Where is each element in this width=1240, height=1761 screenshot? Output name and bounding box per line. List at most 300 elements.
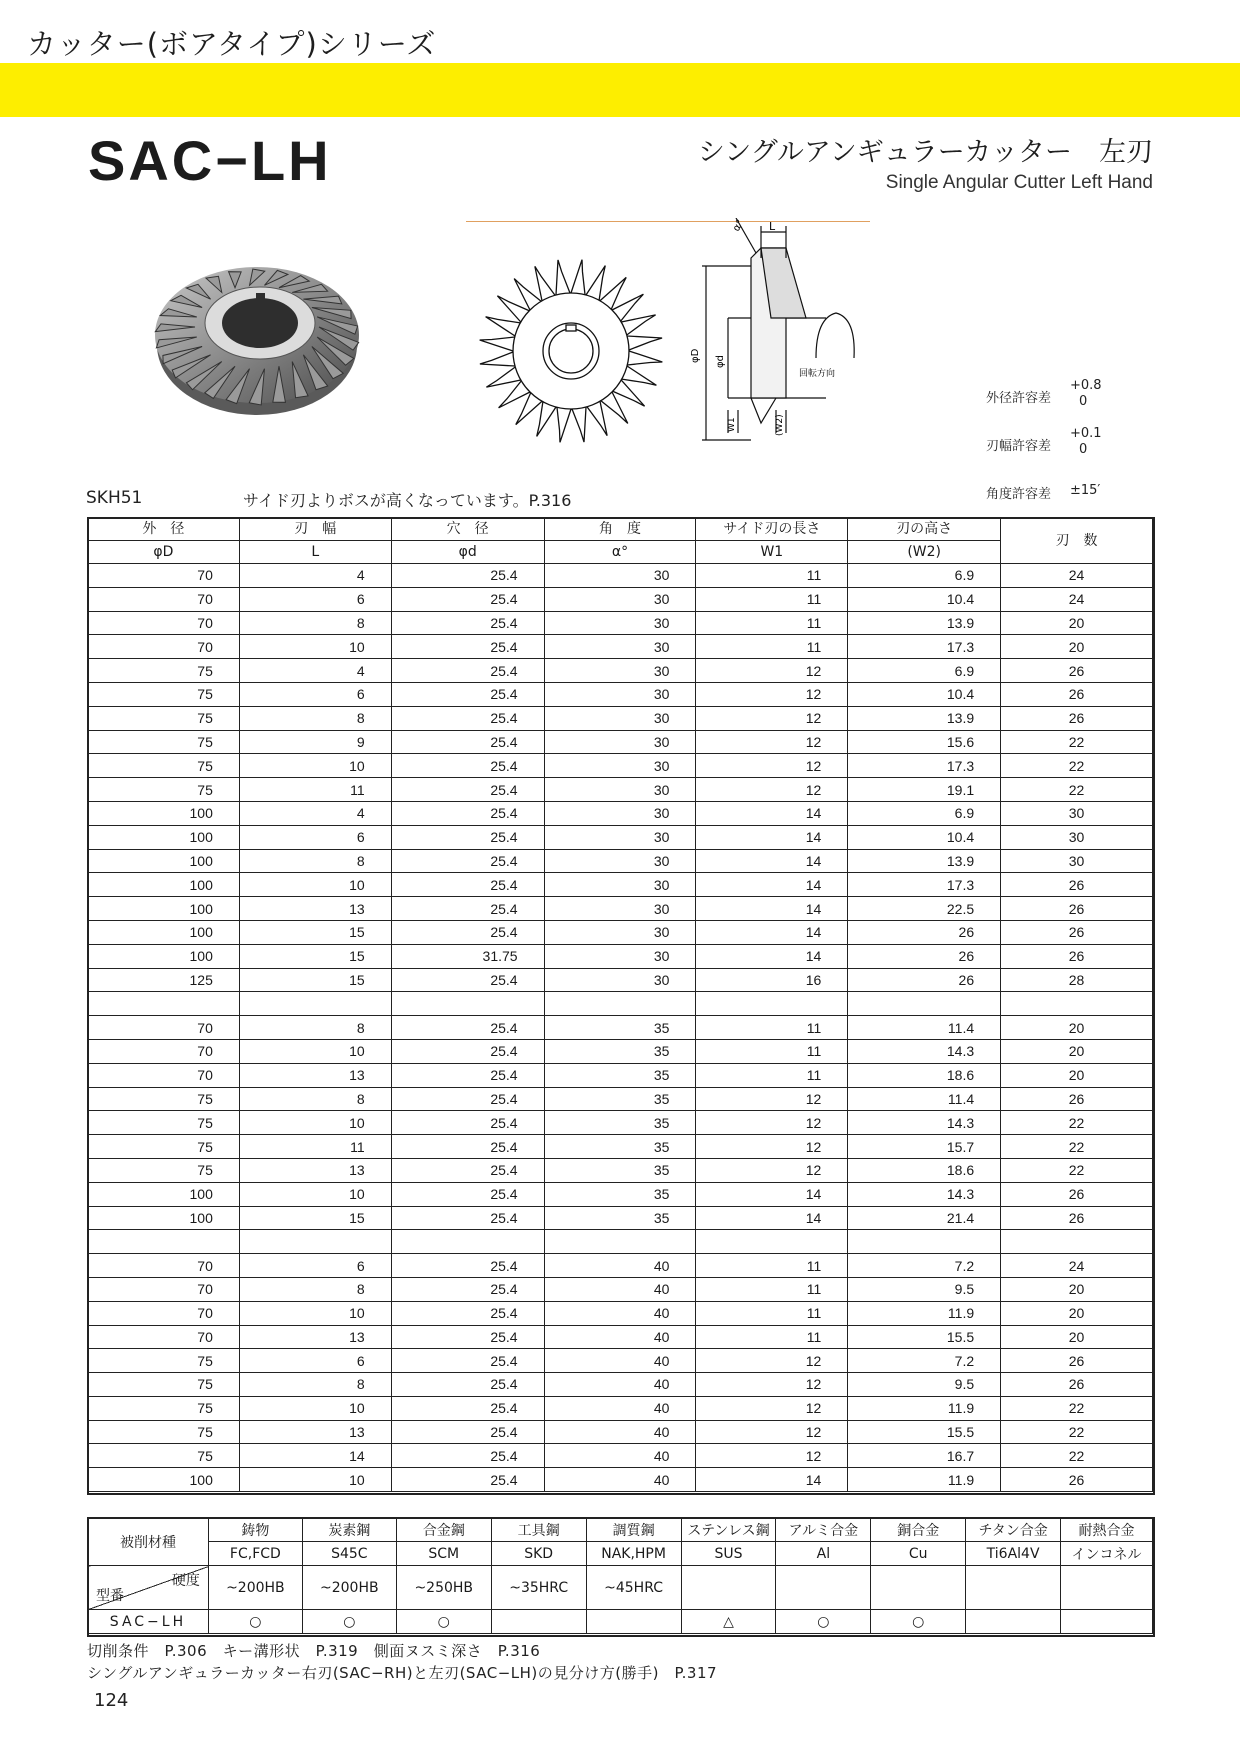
- material-name: 工具鋼: [491, 1518, 586, 1542]
- material-name: 炭素鋼: [302, 1518, 396, 1542]
- cell-teeth: [1001, 992, 1153, 1016]
- cell-blade-width: 8: [239, 706, 391, 730]
- cell-blade-height: 7.2: [848, 1349, 1001, 1373]
- cell-bore: 25.4: [391, 587, 544, 611]
- cell-teeth: 24: [1001, 587, 1153, 611]
- cell-bore: 25.4: [391, 1254, 544, 1278]
- table-row: [88, 849, 1153, 873]
- material-name: 耐熱合金: [1061, 1518, 1153, 1542]
- cell-teeth: 22: [1001, 754, 1153, 778]
- cell-teeth: 24: [1001, 564, 1153, 588]
- cell-teeth: 20: [1001, 1039, 1153, 1063]
- cell-outer-diameter: 100: [88, 801, 240, 825]
- table-row: [88, 564, 1153, 588]
- cell-blade-height: 11.4: [848, 1016, 1001, 1040]
- subheader-W2: (W2): [848, 541, 1001, 564]
- cell-angle: 40: [544, 1468, 696, 1492]
- cell-blade-height: 11.9: [848, 1301, 1001, 1325]
- cell-bore: 25.4: [391, 1016, 544, 1040]
- cell-angle: 30: [544, 920, 696, 944]
- cell-angle: 30: [544, 944, 696, 968]
- cell-side-blade-length: 14: [696, 801, 848, 825]
- cell-outer-diameter: 70: [88, 1301, 240, 1325]
- subheader-alpha: α°: [544, 541, 696, 564]
- material-name: 合金鋼: [396, 1518, 491, 1542]
- cell-angle: 35: [544, 1016, 696, 1040]
- cell-blade-height: 17.3: [848, 873, 1001, 897]
- table-row: [88, 1206, 1153, 1230]
- cell-side-blade-length: 11: [696, 1325, 848, 1349]
- material-code: FC,FCD: [208, 1542, 302, 1566]
- label-phiD: φD: [690, 348, 701, 363]
- table-row: [88, 1016, 1153, 1040]
- cell-side-blade-length: 14: [696, 1468, 848, 1492]
- cell-blade-height: 11.9: [848, 1396, 1001, 1420]
- cell-bore: 25.4: [391, 1396, 544, 1420]
- cell-outer-diameter: 75: [88, 1111, 240, 1135]
- cell-side-blade-length: 12: [696, 706, 848, 730]
- cell-bore: 25.4: [391, 1063, 544, 1087]
- cell-blade-width: 10: [239, 1039, 391, 1063]
- cell-blade-height: 13.9: [848, 849, 1001, 873]
- cell-outer-diameter: 70: [88, 564, 240, 588]
- cell-blade-height: 13.9: [848, 706, 1001, 730]
- cell-teeth: 26: [1001, 682, 1153, 706]
- cell-blade-width: 10: [239, 1301, 391, 1325]
- cell-angle: 30: [544, 849, 696, 873]
- material-note: SKH51: [86, 488, 143, 508]
- cell-blade-height: 10.4: [848, 825, 1001, 849]
- material-code: S45C: [302, 1542, 396, 1566]
- side-view-diagram: [676, 218, 876, 458]
- cell-outer-diameter: 70: [88, 1039, 240, 1063]
- cell-angle: 30: [544, 682, 696, 706]
- cell-angle: 40: [544, 1301, 696, 1325]
- material-code: インコネル: [1061, 1542, 1153, 1566]
- cell-side-blade-length: 12: [696, 1373, 848, 1397]
- cell-side-blade-length: 12: [696, 682, 848, 706]
- cell-angle: 40: [544, 1254, 696, 1278]
- cell-angle: 30: [544, 873, 696, 897]
- cell-side-blade-length: 14: [696, 849, 848, 873]
- front-view-diagram: [478, 245, 664, 457]
- cell-blade-height: 7.2: [848, 1254, 1001, 1278]
- table-row: [88, 706, 1153, 730]
- cell-bore: 25.4: [391, 564, 544, 588]
- cell-teeth: 20: [1001, 1277, 1153, 1301]
- cell-blade-width: 8: [239, 1087, 391, 1111]
- cell-angle: 40: [544, 1277, 696, 1301]
- cell-bore: 25.4: [391, 1087, 544, 1111]
- cell-side-blade-length: 14: [696, 897, 848, 921]
- cell-angle: 35: [544, 1206, 696, 1230]
- cell-blade-width: 10: [239, 635, 391, 659]
- cell-angle: 35: [544, 1135, 696, 1159]
- product-name-jp: シングルアンギュラーカッター 左刃: [697, 137, 1153, 168]
- cell-side-blade-length: 11: [696, 611, 848, 635]
- suitability-mark: ○: [776, 1610, 871, 1634]
- cell-side-blade-length: 11: [696, 1039, 848, 1063]
- cell-bore: 25.4: [391, 1373, 544, 1397]
- cell-bore: 25.4: [391, 778, 544, 802]
- cell-outer-diameter: 100: [88, 920, 240, 944]
- cell-teeth: 26: [1001, 1087, 1153, 1111]
- cell-bore: 25.4: [391, 968, 544, 992]
- cell-outer-diameter: 125: [88, 968, 240, 992]
- tolerance-angle: [986, 483, 1101, 502]
- cell-blade-height: 16.7: [848, 1444, 1001, 1468]
- cell-bore: 25.4: [391, 920, 544, 944]
- cell-blade-width: 8: [239, 849, 391, 873]
- cell-bore: [391, 992, 544, 1016]
- series-title: カッター(ボアタイプ)シリーズ: [27, 27, 437, 61]
- material-code: Cu: [871, 1542, 966, 1566]
- cell-outer-diameter: 75: [88, 1420, 240, 1444]
- cell-angle: 30: [544, 897, 696, 921]
- cell-angle: 30: [544, 968, 696, 992]
- cell-bore: 25.4: [391, 1111, 544, 1135]
- hardness-label: 硬度: [171, 1573, 200, 1589]
- cell-angle: 30: [544, 706, 696, 730]
- cell-side-blade-length: 14: [696, 1182, 848, 1206]
- cell-blade-width: 13: [239, 1325, 391, 1349]
- cell-teeth: 22: [1001, 1396, 1153, 1420]
- cell-bore: 25.4: [391, 706, 544, 730]
- cell-side-blade-length: 12: [696, 730, 848, 754]
- suitability-mark: ○: [871, 1610, 966, 1634]
- cell-bore: 25.4: [391, 754, 544, 778]
- table-row: [88, 1444, 1153, 1468]
- cell-side-blade-length: 12: [696, 778, 848, 802]
- cutting-condition-table: [87, 1517, 1153, 1634]
- table-row: [88, 1254, 1153, 1278]
- material-code: SKD: [491, 1542, 586, 1566]
- cell-bore: 25.4: [391, 801, 544, 825]
- cell-angle: 40: [544, 1349, 696, 1373]
- table-row: [88, 1277, 1153, 1301]
- tolerance-upper: +0.8: [1070, 378, 1102, 393]
- cell-blade-width: 8: [239, 1373, 391, 1397]
- table-row: [88, 635, 1153, 659]
- suitability-mark: ○: [208, 1610, 302, 1634]
- table-row: [88, 1373, 1153, 1397]
- cell-teeth: 26: [1001, 1349, 1153, 1373]
- cell-outer-diameter: 75: [88, 754, 240, 778]
- tolerance-label: 外径許容差: [986, 391, 1052, 406]
- cell-blade-width: 8: [239, 1277, 391, 1301]
- label-W1: W1: [727, 417, 737, 432]
- cell-bore: 25.4: [391, 635, 544, 659]
- cell-blade-width: [239, 1230, 391, 1254]
- cell-blade-width: 8: [239, 611, 391, 635]
- cell-teeth: 26: [1001, 659, 1153, 683]
- cell-side-blade-length: [696, 992, 848, 1016]
- cell-side-blade-length: 12: [696, 1420, 848, 1444]
- cell-angle: 35: [544, 1111, 696, 1135]
- cell-side-blade-length: 12: [696, 1135, 848, 1159]
- cell-angle: 40: [544, 1420, 696, 1444]
- hardness-value: ~200HB: [302, 1566, 396, 1610]
- cell-outer-diameter: 75: [88, 1444, 240, 1468]
- material-name: チタン合金: [966, 1518, 1061, 1542]
- cutter-teeth-outline: [480, 260, 663, 443]
- cell-side-blade-length: 11: [696, 1254, 848, 1278]
- cell-blade-width: 14: [239, 1444, 391, 1468]
- cell-blade-height: 10.4: [848, 682, 1001, 706]
- table-row: [88, 659, 1153, 683]
- cell-outer-diameter: 100: [88, 1206, 240, 1230]
- table-row: [88, 873, 1153, 897]
- table-row: [88, 1468, 1153, 1492]
- cell-blade-height: 6.9: [848, 564, 1001, 588]
- cell-blade-height: 17.3: [848, 754, 1001, 778]
- cell-outer-diameter: 75: [88, 706, 240, 730]
- label-alpha: α°: [731, 218, 747, 234]
- tolerance-blade-width: [986, 426, 1102, 457]
- reference-line-1: 切削条件 P.306 キー溝形状 P.319 側面ヌスミ深さ P.316: [87, 1642, 541, 1660]
- cell-teeth: 20: [1001, 611, 1153, 635]
- material-code: NAK,HPM: [586, 1542, 681, 1566]
- table-row: [88, 1135, 1153, 1159]
- cell-angle: 30: [544, 825, 696, 849]
- cell-bore: 25.4: [391, 849, 544, 873]
- cell-bore: 25.4: [391, 1277, 544, 1301]
- hardness-value: ~200HB: [208, 1566, 302, 1610]
- cell-angle: 35: [544, 1039, 696, 1063]
- hardness-value: ~35HRC: [491, 1566, 586, 1610]
- cell-outer-diameter: 75: [88, 1135, 240, 1159]
- material-label: 被削材種: [88, 1518, 209, 1566]
- table-row: [88, 992, 1153, 1016]
- cell-blade-width: 6: [239, 682, 391, 706]
- cell-angle: 30: [544, 635, 696, 659]
- hardness-value: ~45HRC: [586, 1566, 681, 1610]
- cell-bore: 25.4: [391, 825, 544, 849]
- cell-side-blade-length: 12: [696, 1396, 848, 1420]
- cell-side-blade-length: 14: [696, 944, 848, 968]
- cell-outer-diameter: 70: [88, 1016, 240, 1040]
- cell-teeth: 28: [1001, 968, 1153, 992]
- cell-bore: 25.4: [391, 1420, 544, 1444]
- cell-side-blade-length: 12: [696, 754, 848, 778]
- cell-blade-width: 10: [239, 1396, 391, 1420]
- cell-side-blade-length: 12: [696, 1158, 848, 1182]
- cell-teeth: 20: [1001, 1325, 1153, 1349]
- cell-teeth: 22: [1001, 1135, 1153, 1159]
- cell-angle: [544, 992, 696, 1016]
- material-name: 鋳物: [208, 1518, 302, 1542]
- cell-bore: 25.4: [391, 1182, 544, 1206]
- cell-outer-diameter: 70: [88, 1325, 240, 1349]
- material-code: SCM: [396, 1542, 491, 1566]
- cell-teeth: 26: [1001, 920, 1153, 944]
- cell-blade-height: 15.5: [848, 1420, 1001, 1444]
- table-row: [88, 1396, 1153, 1420]
- label-W2: (W2): [775, 414, 785, 436]
- table-row: [88, 587, 1153, 611]
- tolerance-lower: 0: [1079, 394, 1088, 409]
- cell-blade-width: 13: [239, 1420, 391, 1444]
- cell-bore: 25.4: [391, 682, 544, 706]
- cell-angle: 30: [544, 659, 696, 683]
- cell-blade-width: 10: [239, 754, 391, 778]
- yellow-band: [0, 63, 1240, 117]
- table-row: [88, 1349, 1153, 1373]
- cell-blade-width: 6: [239, 1254, 391, 1278]
- hardness-value: [1061, 1566, 1153, 1610]
- cell-angle: 35: [544, 1063, 696, 1087]
- tolerance-outer-diameter: [986, 378, 1102, 409]
- cell-outer-diameter: 70: [88, 1277, 240, 1301]
- cell-bore: 25.4: [391, 1301, 544, 1325]
- cell-blade-height: 9.5: [848, 1373, 1001, 1397]
- cell-blade-height: 26: [848, 944, 1001, 968]
- header-side-blade-length: サイド刃の長さ: [696, 518, 848, 541]
- cell-blade-width: 10: [239, 1111, 391, 1135]
- cell-blade-height: 21.4: [848, 1206, 1001, 1230]
- hardness-value: [776, 1566, 871, 1610]
- cell-teeth: 22: [1001, 1158, 1153, 1182]
- cell-side-blade-length: 11: [696, 635, 848, 659]
- model-code: SAC−LH: [88, 129, 332, 192]
- cell-blade-height: 19.1: [848, 778, 1001, 802]
- header-bore: 穴 径: [391, 518, 544, 541]
- table-row: [88, 1301, 1153, 1325]
- cell-side-blade-length: 12: [696, 1087, 848, 1111]
- cell-blade-width: 15: [239, 1206, 391, 1230]
- suitability-mark: △: [681, 1610, 776, 1634]
- cell-blade-width: 13: [239, 897, 391, 921]
- cell-bore: 25.4: [391, 1206, 544, 1230]
- cell-blade-height: 15.7: [848, 1135, 1001, 1159]
- suitability-mark: [586, 1610, 681, 1634]
- cell-blade-height: 14.3: [848, 1039, 1001, 1063]
- cell-side-blade-length: 12: [696, 1444, 848, 1468]
- cell-teeth: 30: [1001, 801, 1153, 825]
- cell-bore: 25.4: [391, 730, 544, 754]
- table-row: [88, 1420, 1153, 1444]
- cell-outer-diameter: 100: [88, 1182, 240, 1206]
- cell-outer-diameter: 100: [88, 944, 240, 968]
- tolerance-upper: +0.1: [1070, 426, 1102, 441]
- cell-blade-width: 6: [239, 1349, 391, 1373]
- suitability-mark: ○: [302, 1610, 396, 1634]
- material-code: Al: [776, 1542, 871, 1566]
- label-rotation: 回転方向: [799, 369, 836, 379]
- cell-blade-width: 9: [239, 730, 391, 754]
- cell-bore: 25.4: [391, 1468, 544, 1492]
- cell-outer-diameter: 70: [88, 635, 240, 659]
- cell-blade-width: 10: [239, 873, 391, 897]
- cell-blade-height: 18.6: [848, 1158, 1001, 1182]
- cell-side-blade-length: 11: [696, 564, 848, 588]
- suitability-mark: ○: [396, 1610, 491, 1634]
- cell-teeth: 26: [1001, 706, 1153, 730]
- table-row: [88, 968, 1153, 992]
- tolerance-lower: 0: [1079, 442, 1088, 457]
- cell-outer-diameter: 70: [88, 1063, 240, 1087]
- subheader-phiD: φD: [88, 541, 240, 564]
- cell-teeth: 26: [1001, 1182, 1153, 1206]
- cell-outer-diameter: 100: [88, 1468, 240, 1492]
- cell-outer-diameter: 75: [88, 778, 240, 802]
- cell-side-blade-length: 11: [696, 1016, 848, 1040]
- material-name: アルミ合金: [776, 1518, 871, 1542]
- cell-teeth: [1001, 1230, 1153, 1254]
- cell-teeth: 20: [1001, 1301, 1153, 1325]
- table-row: [88, 1230, 1153, 1254]
- table-row: [88, 944, 1153, 968]
- cell-blade-width: 6: [239, 587, 391, 611]
- cell-side-blade-length: 14: [696, 873, 848, 897]
- cell-side-blade-length: 14: [696, 825, 848, 849]
- model-code-cell: SAC−LH: [88, 1610, 209, 1634]
- cell-side-blade-length: 11: [696, 587, 848, 611]
- cell-outer-diameter: 100: [88, 849, 240, 873]
- cell-teeth: 22: [1001, 1444, 1153, 1468]
- label-L: L: [769, 220, 776, 233]
- material-code: Ti6Al4V: [966, 1542, 1061, 1566]
- header-angle: 角 度: [544, 518, 696, 541]
- suitability-mark: [491, 1610, 586, 1634]
- cell-outer-diameter: 75: [88, 1396, 240, 1420]
- cell-angle: 30: [544, 564, 696, 588]
- cell-teeth: 20: [1001, 1063, 1153, 1087]
- cell-blade-width: 8: [239, 1016, 391, 1040]
- cell-blade-height: 15.6: [848, 730, 1001, 754]
- cell-teeth: 26: [1001, 1206, 1153, 1230]
- cell-bore: 25.4: [391, 611, 544, 635]
- tolerance-label: 角度許容差: [986, 487, 1052, 502]
- cell-outer-diameter: 75: [88, 1349, 240, 1373]
- table-row: [88, 1087, 1153, 1111]
- cell-side-blade-length: 11: [696, 1277, 848, 1301]
- cell-outer-diameter: 75: [88, 1158, 240, 1182]
- table-row: [88, 682, 1153, 706]
- cell-teeth: 30: [1001, 825, 1153, 849]
- suitability-mark: [1061, 1610, 1153, 1634]
- cell-bore: 25.4: [391, 1039, 544, 1063]
- cell-angle: 35: [544, 1087, 696, 1111]
- cell-blade-height: 18.6: [848, 1063, 1001, 1087]
- hardness-value: [966, 1566, 1061, 1610]
- cell-angle: 40: [544, 1373, 696, 1397]
- spec-table: [87, 517, 1153, 1492]
- cell-blade-height: 15.5: [848, 1325, 1001, 1349]
- cell-outer-diameter: 100: [88, 873, 240, 897]
- cell-blade-height: 6.9: [848, 659, 1001, 683]
- hardness-value: ~250HB: [396, 1566, 491, 1610]
- cell-angle: 40: [544, 1444, 696, 1468]
- tolerance-label: 刃幅許容差: [986, 439, 1052, 454]
- cell-bore: 25.4: [391, 873, 544, 897]
- cell-teeth: 22: [1001, 730, 1153, 754]
- cell-side-blade-length: 16: [696, 968, 848, 992]
- tolerance-value: ±15′: [1070, 483, 1101, 498]
- cell-blade-width: 10: [239, 1182, 391, 1206]
- cell-angle: 35: [544, 1182, 696, 1206]
- cell-blade-height: 10.4: [848, 587, 1001, 611]
- header-outer-diameter: 外 径: [88, 518, 240, 541]
- cell-teeth: 20: [1001, 635, 1153, 659]
- suitability-mark: [966, 1610, 1061, 1634]
- subheader-L: L: [239, 541, 391, 564]
- table-row: [88, 1182, 1153, 1206]
- product-photo: [150, 245, 365, 430]
- cell-blade-height: 11.4: [848, 1087, 1001, 1111]
- page-number: 124: [94, 1690, 129, 1711]
- header-teeth: 刃 数: [1001, 518, 1153, 564]
